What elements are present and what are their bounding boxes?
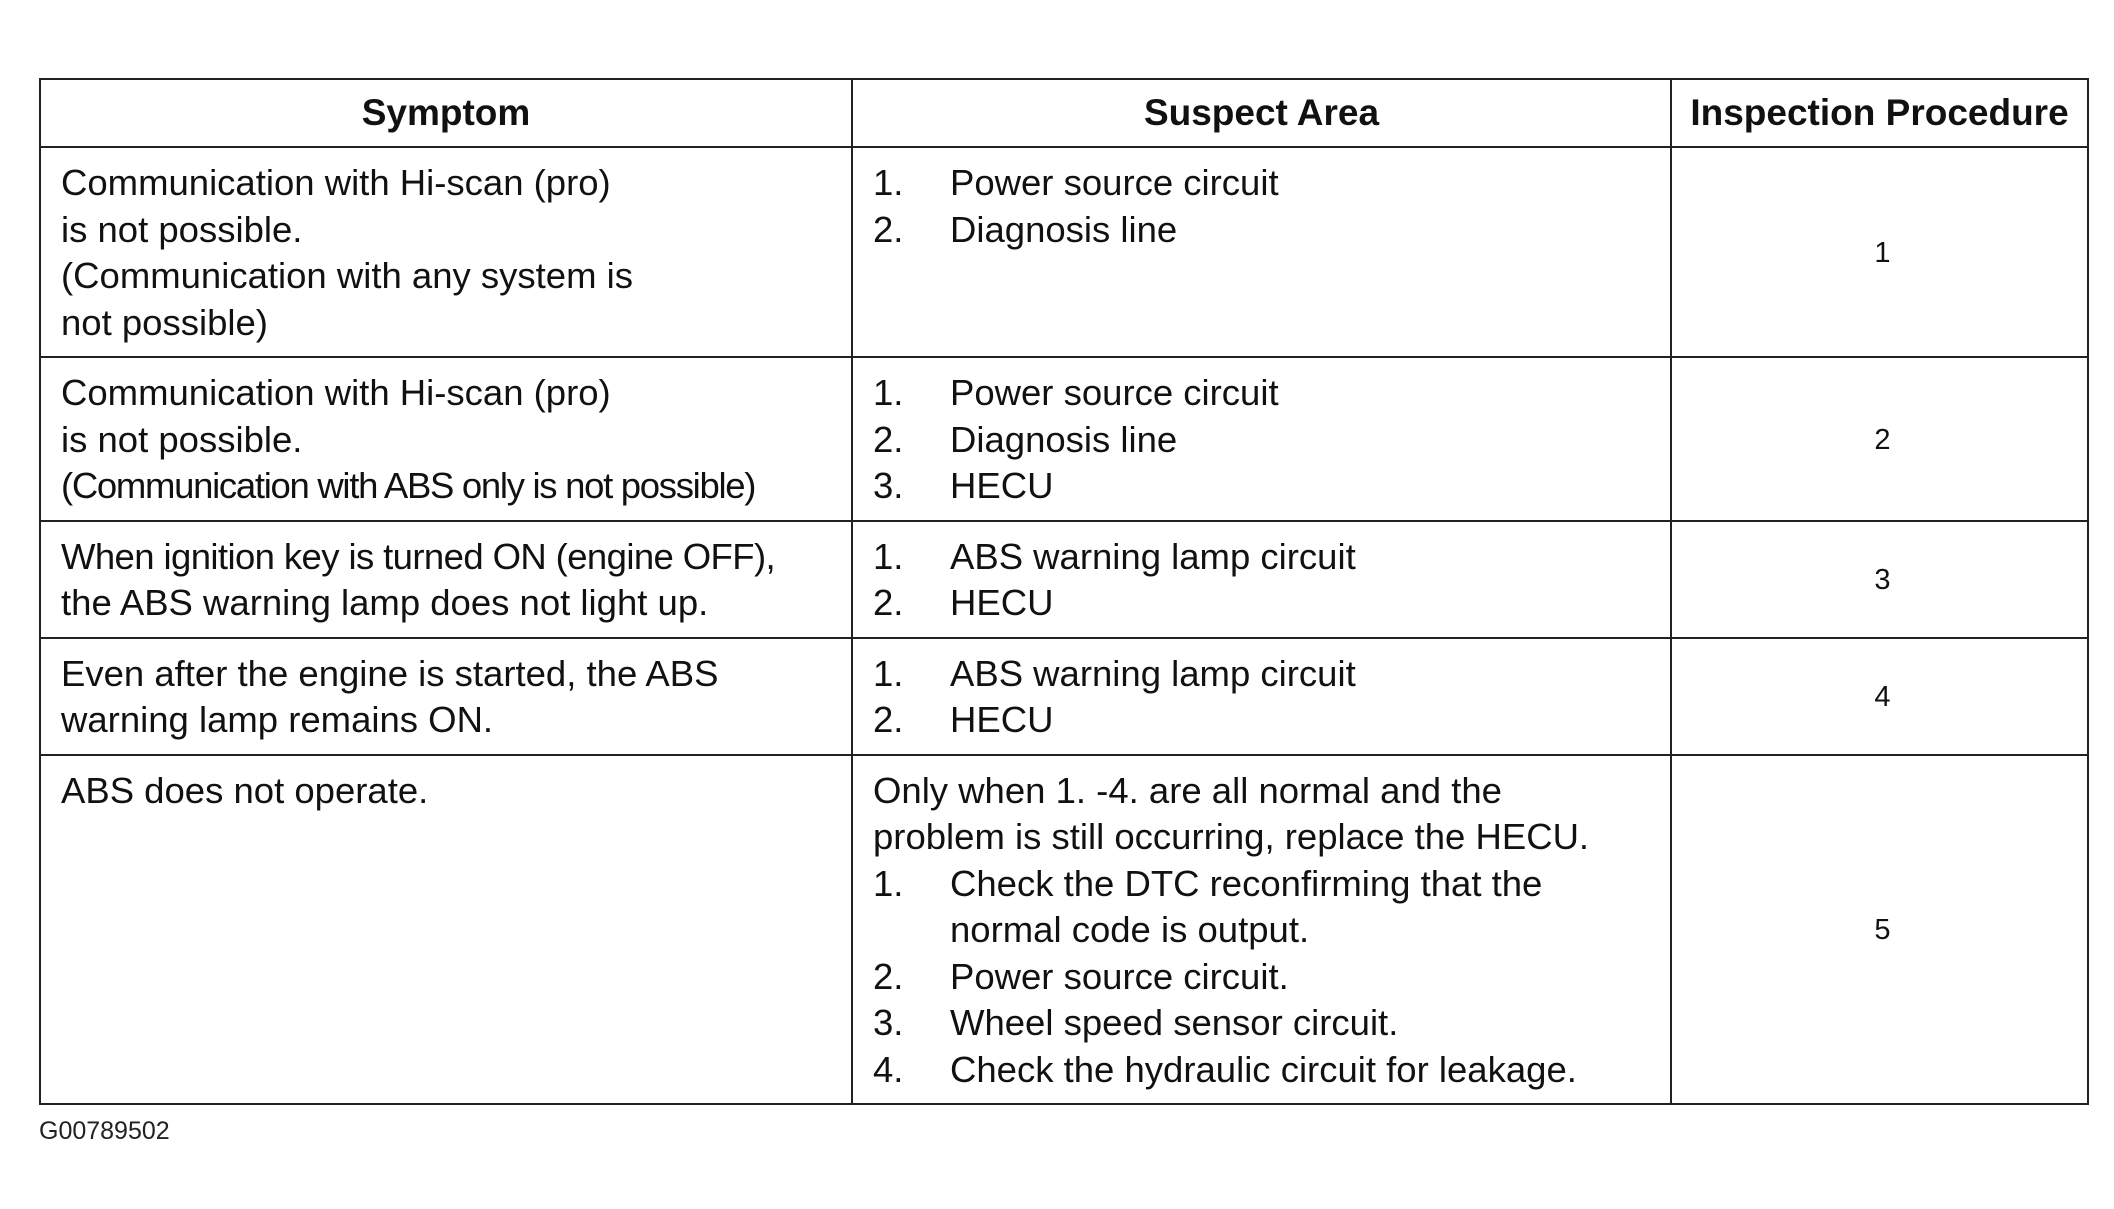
suspect-item xyxy=(873,417,1656,464)
item-number: 1. xyxy=(873,372,904,413)
item-number: 3. xyxy=(873,1002,904,1043)
symptom-line: Communication with Hi-scan (pro) xyxy=(61,162,611,203)
suspect-item xyxy=(873,370,1656,417)
figure-id-label: G00789502 xyxy=(39,1117,170,1145)
item-number: 2. xyxy=(873,699,904,740)
suspect-item xyxy=(873,954,1656,1001)
suspect-area-header: Suspect Area xyxy=(852,79,1671,147)
table-row xyxy=(40,521,2088,638)
suspect-item xyxy=(873,534,1656,581)
item-number: 2. xyxy=(873,208,904,250)
abs-trouble-symptom-table xyxy=(39,78,2089,1105)
item-text: Wheel speed sensor circuit. xyxy=(950,1002,1399,1043)
suspect-area-cell xyxy=(852,638,1671,755)
inspection-procedure-cell: 2 xyxy=(1671,357,2088,521)
item-number: 2. xyxy=(873,955,904,997)
item-text: HECU xyxy=(950,582,1054,623)
item-number: 1. xyxy=(873,862,904,904)
diagnosis-table-container xyxy=(39,78,2087,1105)
item-text: Power source circuit xyxy=(950,162,1279,203)
symptom-line: Communication with Hi-scan (pro) xyxy=(61,372,611,413)
table-header-row xyxy=(40,79,2088,147)
symptom-line: When ignition key is turned ON (engine OFF), xyxy=(61,535,776,577)
item-text: HECU xyxy=(950,699,1054,740)
item-text: Check the hydraulic circuit for leakage. xyxy=(950,1048,1577,1090)
suspect-item xyxy=(873,651,1656,698)
item-text: Check the DTC reconfirming that the normal code is output. xyxy=(950,862,1543,950)
item-text: Power source circuit xyxy=(950,372,1279,413)
suspect-item xyxy=(873,1047,1656,1094)
item-text: HECU xyxy=(950,465,1054,506)
suspect-item xyxy=(873,861,1656,954)
suspect-item xyxy=(873,207,1656,254)
suspect-area-cell xyxy=(852,357,1671,521)
suspect-area-cell xyxy=(852,521,1671,638)
symptom-cell xyxy=(40,147,852,357)
symptom-cell xyxy=(40,755,852,1105)
item-text: Power source circuit. xyxy=(950,955,1289,997)
symptom-line: not possible) xyxy=(61,301,268,343)
suspect-intro-line: Only when 1. -4. are all normal and the xyxy=(873,769,1502,811)
symptom-line: the ABS warning lamp does not light up. xyxy=(61,582,709,623)
symptom-cell xyxy=(40,357,852,521)
table-row xyxy=(40,755,2088,1105)
symptom-line: is not possible. xyxy=(61,418,303,460)
suspect-item xyxy=(873,463,1656,510)
item-text: ABS warning lamp circuit xyxy=(950,535,1356,577)
item-number: 2. xyxy=(873,582,904,623)
suspect-item xyxy=(873,580,1656,627)
suspect-intro-line: problem is still occurring, replace the HECU. xyxy=(873,816,1590,857)
suspect-item xyxy=(873,697,1656,744)
symptom-line: ABS does not operate. xyxy=(61,769,429,811)
inspection-procedure-cell: 1 xyxy=(1671,147,2088,357)
item-number: 2. xyxy=(873,418,904,460)
symptom-cell xyxy=(40,638,852,755)
suspect-area-cell xyxy=(852,755,1671,1105)
inspection-procedure-cell: 4 xyxy=(1671,638,2088,755)
symptom-line: is not possible. xyxy=(61,208,303,250)
symptom-line: (Communication with ABS only is not possible) xyxy=(61,465,756,506)
inspection-procedure-header: Inspection Procedure xyxy=(1671,79,2088,147)
item-text: Diagnosis line xyxy=(950,418,1178,460)
symptom-line: warning lamp remains ON. xyxy=(61,699,494,740)
table-row xyxy=(40,638,2088,755)
suspect-item xyxy=(873,160,1656,207)
symptom-cell xyxy=(40,521,852,638)
inspection-procedure-cell: 3 xyxy=(1671,521,2088,638)
suspect-area-cell xyxy=(852,147,1671,357)
item-number: 1. xyxy=(873,162,904,203)
symptom-line: (Communication with any system is xyxy=(61,255,634,296)
suspect-item xyxy=(873,1000,1656,1047)
item-number: 4. xyxy=(873,1048,904,1090)
item-text: Diagnosis line xyxy=(950,208,1178,250)
symptom-header: Symptom xyxy=(40,79,852,147)
inspection-procedure-cell: 5 xyxy=(1671,755,2088,1105)
table-row xyxy=(40,147,2088,357)
item-number: 1. xyxy=(873,535,904,577)
table-row xyxy=(40,357,2088,521)
item-number: 3. xyxy=(873,465,904,506)
item-number: 1. xyxy=(873,652,904,694)
item-text: ABS warning lamp circuit xyxy=(950,652,1356,694)
symptom-line: Even after the engine is started, the ABS xyxy=(61,652,719,694)
